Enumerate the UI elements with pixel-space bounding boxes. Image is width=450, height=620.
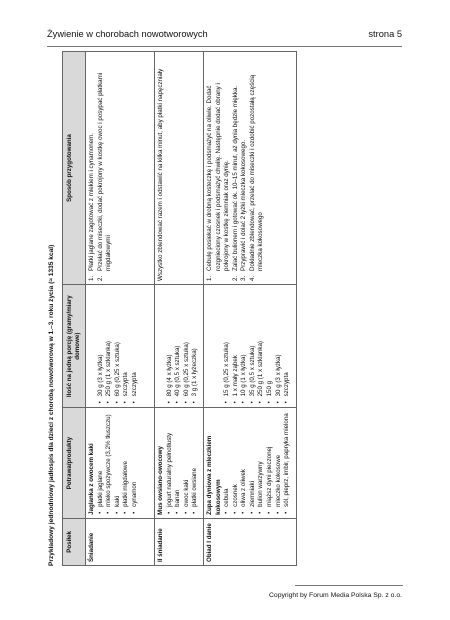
page-number: strona 5 [368,29,402,39]
list-item: • jogurt naturalny pełnotłusty [166,411,175,514]
list-item: • płatki owsiane [191,411,200,514]
table-caption: Przykładowy jednodniowy jadłospis dla dzieci z chorobą nowotworową w 1.–3. roku życia (≈ 1335 kcal) [48,244,55,566]
list-item: • mleczko kokosowe [275,411,284,514]
list-item: • 35 g (0,5 x sztuka) [249,288,258,404]
list-item: • cynamon [131,411,140,514]
list-item: • 15 g (0,25 x sztuka) [223,288,232,404]
preparation-cell: Wszystko zblendować razem i odstawić na kilka minut, aby płatki napęczniały [155,52,204,285]
footer-divider [295,585,403,586]
list-item: • płatki jaglane [97,411,106,514]
table-row [86,52,155,566]
rotated-table-block [48,51,403,566]
list-item: • szczypta [122,288,131,404]
list-item: • szczypta [131,288,140,404]
meal-name: II śniadanie [155,518,204,565]
list-item: • 60 g (0,25 x sztuka) [183,288,192,404]
page-header [47,25,402,47]
list-item: • 30 g (3 x łyżka) [97,288,106,404]
preparation-cell [86,52,155,285]
amount-list [166,288,200,404]
list-item: • 250 g (1 x szklanka) [105,288,114,404]
table-row [155,52,204,566]
header-amount: Ilość na jedną porcję (gramy/miary domowe) [63,284,86,407]
amount-cell [155,284,204,407]
dish-cell [86,408,155,518]
list-item: 1. Płatki jaglane zagotować z mlekiem i cynamonem. [88,133,96,281]
ingredient-list [223,411,291,514]
ingredient-list [97,411,140,514]
list-item: • kaki [114,411,123,514]
list-item: • 150 g [266,288,275,404]
list-item: 2. Zalać bulionem i gotować ok. 10–15 minut, aż dynia będzie miękka. [231,85,239,281]
list-item: • 30 g (3 x łyżka) [275,288,284,404]
amount-cell [204,284,297,407]
header-preparation: Sposób przygotowania [63,52,86,285]
header-dish: Potrawa/produkty [63,408,86,518]
amount-list [97,288,140,404]
document-title: Żywienie w chorobach nowotworowych [47,29,208,39]
list-item: • 3 g (1 x łyżeczka) [191,288,200,404]
list-item: • 10 g (1 x łyżka) [240,288,249,404]
list-item: • sól, pieprz, imbir, papryka mielona [283,411,292,514]
list-item: • 60 g (0,25 x sztuka) [114,288,123,404]
preparation-cell [204,52,297,285]
preparation-steps [88,55,114,281]
table-row [204,52,297,566]
header-divider [47,46,402,47]
list-item: • owoc kaki [183,411,192,514]
ingredient-list [166,411,200,514]
list-item: • szczypta [283,288,292,404]
list-item: • ziemniaki [249,411,258,514]
dish-cell [204,408,297,518]
dish-name: Mus owsiano-owocowy [157,446,165,515]
list-item: • 40 g (0,5 x sztuka) [174,288,183,404]
copyright-footer: Copyright by Forum Media Polska Sp. z o.o. [269,592,402,599]
list-item: • mleko spożywcze (3,2% tłuszczu) [105,411,114,514]
amount-list [223,288,291,404]
list-item: • bulion warzywny [257,411,266,514]
list-item: • czosnek [232,411,241,514]
list-item: • miąższ dyni pieczonej [266,411,275,514]
list-item: • 80 g (4 x łyżka) [166,288,175,404]
preparation-steps [206,55,266,281]
header-meal: Posiłek [63,518,86,565]
menu-table [62,51,297,566]
amount-cell [86,284,155,407]
list-item: • cebula [223,411,232,514]
list-item: • 250 g (1 x szklanka) [257,288,266,404]
list-item: 2. Przełać do miseczki, dodać pokrojony w kostkę owoc i posypać płatkami migdałowymi [96,72,113,281]
list-item: 3. Przyprawić i dolać 2 łyżki mleczka kokosowego. [240,139,248,281]
list-item: 4. Dokładnie zblendować, przelać do miseczki i ozdobić pozostałą częścią mleczka kokosowego [248,74,265,281]
list-item: • 1 x mały ząbek [232,288,241,404]
meal-name: Obiad I danie [204,518,297,565]
list-item: 1. Cebulę posiekać w drobną kosteczkę i podsmażyć na oliwie. Dodać rozgnieciony czosnek i podsmażyć chwilę. Następnie dodać obrany i pokrojony w kostkę ziemniak oraz dynię. [206,83,231,281]
list-item: • płatki migdałowe [122,411,131,514]
list-item: • oliwa z oliwek [240,411,249,514]
dish-name: Jaglanka z owocem kaki [88,443,96,515]
dish-cell [155,408,204,518]
dish-name: Zupa dyniowa z mleczkiem kokosowym [206,435,222,515]
list-item: • banan [174,411,183,514]
table-header-row [63,52,86,566]
meal-name: Śniadanie [86,518,155,565]
